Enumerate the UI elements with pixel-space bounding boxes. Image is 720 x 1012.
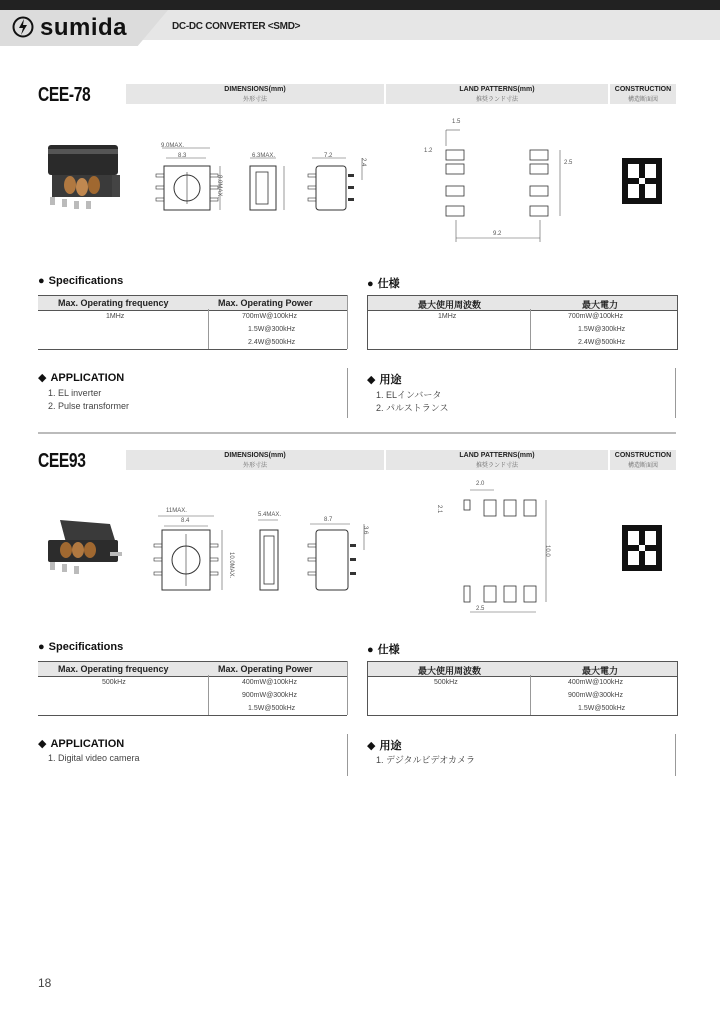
frequency-value: 1MHz	[106, 313, 125, 320]
model-name: CEE-78	[38, 84, 91, 106]
dim-label: 10.0MAX.	[228, 552, 234, 579]
spec-title: ● Specifications	[38, 641, 124, 653]
application-title: ◆ APPLICATION	[38, 738, 125, 750]
product-photo	[40, 135, 130, 215]
land-label: 2.5	[476, 606, 485, 612]
land-label: 10.0	[544, 545, 550, 557]
application-list-jp	[376, 388, 448, 414]
power-value: 700mW@100kHz	[242, 313, 297, 320]
land-label: 9.2	[493, 231, 502, 237]
power-value-jp: 400mW@100kHz	[568, 679, 623, 686]
list-item: 1. Digital video camera	[48, 753, 140, 763]
page-number: 18	[38, 976, 52, 990]
application-list	[48, 388, 129, 414]
list-item: 1. デジタルビデオカメラ	[376, 755, 476, 765]
dim-label: 2.4	[360, 158, 366, 167]
construction-icon	[622, 525, 662, 571]
list-item: 2. パルストランス	[376, 403, 449, 413]
list-item: 2. Pulse transformer	[48, 401, 130, 411]
land-patterns-header: LAND PATTERNS(mm) 推奨ランド寸法	[386, 450, 608, 470]
construction-icon	[622, 158, 662, 204]
land-label: 1.5	[452, 119, 461, 125]
dimensions-header: DIMENSIONS(mm) 外形寸法	[126, 84, 384, 104]
dim-label: 9.0MAX.	[161, 143, 185, 149]
land-label: 2.1	[436, 505, 442, 514]
power-value-jp: 700mW@100kHz	[568, 313, 623, 320]
power-value: 2.4W@500kHz	[248, 339, 296, 346]
land-pattern-drawing	[440, 480, 560, 620]
frequency-value-jp: 500kHz	[434, 679, 458, 686]
power-value: 900mW@300kHz	[242, 692, 297, 699]
spec-table: Max. Operating frequency Max. Operating Power 500kHz 400mW@100kHz 900mW@300kHz 1.5W@500kHz	[38, 661, 347, 716]
application-list	[48, 753, 140, 766]
land-label: 2.5	[564, 160, 573, 166]
application-title: ◆ APPLICATION	[38, 372, 125, 384]
land-pattern-drawing	[420, 116, 573, 246]
brand-name: sumida	[40, 14, 128, 41]
power-value: 1.5W@300kHz	[248, 326, 296, 333]
application-title-jp: ◆ 用途	[367, 740, 402, 752]
spec-table-jp: 最大使用周波数 最大電力 500kHz 400mW@100kHz 900mW@300kHz 1.5W@500kHz	[367, 661, 678, 716]
construction-header: CONSTRUCTION 構造断面図	[610, 450, 676, 470]
dim-label: 6.3MAX.	[252, 153, 276, 159]
list-item: 1. ELインバータ	[376, 390, 442, 400]
power-value-jp: 1.5W@300kHz	[578, 326, 626, 333]
spec-table-jp: 最大使用周波数 最大電力 1MHz 700mW@100kHz 1.5W@300kHz 2.4W@500kHz	[367, 295, 678, 350]
dimensions-header: DIMENSIONS(mm) 外形寸法	[126, 450, 384, 470]
product-photo	[40, 510, 130, 585]
power-value-jp: 1.5W@500kHz	[578, 705, 626, 712]
spec-title: ● Specifications	[38, 275, 124, 287]
dim-label: 8.7	[324, 517, 333, 523]
model-name: CEE93	[38, 450, 86, 472]
spec-title-jp: ● 仕様	[367, 278, 400, 290]
spec-title-jp: ● 仕様	[367, 644, 400, 656]
top-bar	[0, 0, 720, 10]
power-value-jp: 2.4W@500kHz	[578, 339, 626, 346]
sumida-logo-icon	[12, 16, 34, 38]
dim-label: 3.6	[362, 526, 368, 535]
spec-table: Max. Operating frequency Max. Operating Power 1MHz 700mW@100kHz 1.5W@300kHz 2.4W@500kHz	[38, 295, 347, 350]
frequency-value-jp: 1MHz	[438, 313, 457, 320]
dim-label: 8.0MAX.	[216, 175, 222, 199]
frequency-value: 500kHz	[102, 679, 126, 686]
land-label: 1.2	[424, 148, 433, 154]
construction-header: CONSTRUCTION 構造断面図	[610, 84, 676, 104]
power-value: 400mW@100kHz	[242, 679, 297, 686]
dim-label: 5.4MAX.	[258, 512, 282, 518]
section-divider	[38, 432, 676, 434]
land-patterns-header: LAND PATTERNS(mm) 推奨ランド寸法	[386, 84, 608, 104]
land-label: 2.0	[476, 481, 485, 487]
power-value-jp: 900mW@300kHz	[568, 692, 623, 699]
dim-label: 8.4	[181, 518, 190, 524]
power-value: 1.5W@500kHz	[248, 705, 296, 712]
application-title-jp: ◆ 用途	[367, 374, 402, 386]
dim-label: 8.3	[178, 153, 187, 159]
page-title: DC-DC CONVERTER <SMD>	[172, 21, 301, 32]
dim-label: 11MAX.	[166, 508, 187, 514]
dimension-drawing	[150, 140, 375, 220]
dim-label: 7.2	[324, 153, 333, 159]
list-item: 1. EL inverter	[48, 388, 102, 398]
application-list-jp	[376, 753, 475, 766]
